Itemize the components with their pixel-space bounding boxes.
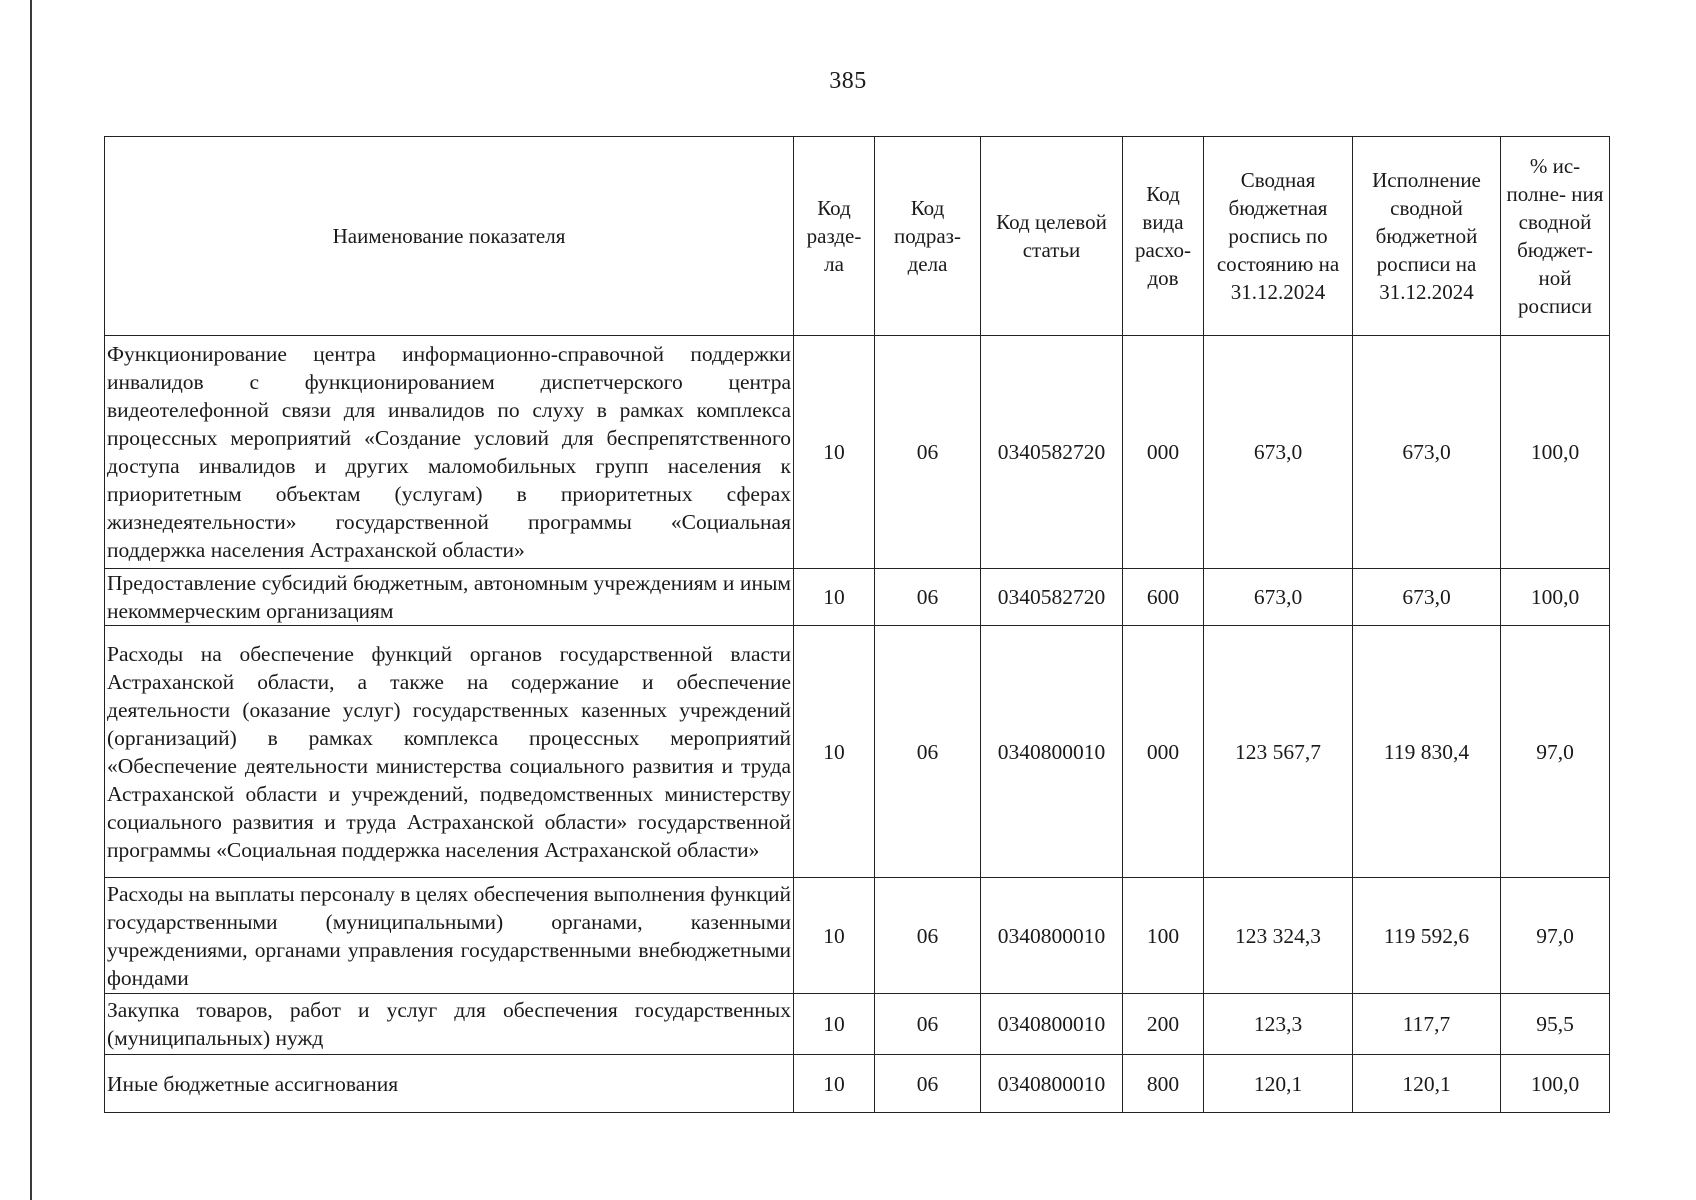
row-section-code: 10 xyxy=(794,336,875,569)
row-target-article-code: 0340800010 xyxy=(981,878,1123,994)
row-budget-plan: 123,3 xyxy=(1204,994,1353,1055)
header-section-code: Код разде- ла xyxy=(794,137,875,336)
row-expense-type-code: 100 xyxy=(1123,878,1204,994)
row-execution-percent: 100,0 xyxy=(1501,1055,1610,1113)
row-section-code: 10 xyxy=(794,1055,875,1113)
row-subsection-code: 06 xyxy=(875,1055,981,1113)
row-execution-percent: 100,0 xyxy=(1501,569,1610,626)
row-budget-plan: 673,0 xyxy=(1204,336,1353,569)
table-header-row xyxy=(105,137,1610,336)
row-section-code: 10 xyxy=(794,626,875,878)
table-row xyxy=(105,878,1610,994)
row-name: Расходы на обеспечение функций органов государственной власти Астраханской области, а также на содержание и обеспечение деятельности (оказание услуг) государственных казенных учреждений (организаций) в рамках комплекса процессных мероприятий «Обеспечение деятельности министерства социального развития и труда Астраханской области и учреждений, подведомственных министерству социального развития и труда Астраханской области» государственной программы «Социальная поддержка населения Астраханской области» xyxy=(105,626,794,878)
row-budget-execution: 119 830,4 xyxy=(1353,626,1501,878)
header-budget-execution: Исполнение сводной бюджетной росписи на 31.12.2024 xyxy=(1353,137,1501,336)
table-row xyxy=(105,569,1610,626)
row-budget-execution: 673,0 xyxy=(1353,336,1501,569)
row-subsection-code: 06 xyxy=(875,878,981,994)
row-target-article-code: 0340800010 xyxy=(981,626,1123,878)
header-subsection-code: Код подраз- дела xyxy=(875,137,981,336)
row-section-code: 10 xyxy=(794,994,875,1055)
row-name: Функционирование центра информационно-справочной поддержки инвалидов с функционированием диспетчерского центра видеотелефонной связи для инвалидов по слуху в рамках комплекса процессных мероприятий «Создание условий для беспрепятственного доступа инвалидов и других маломобильных групп населения к приоритетным объектам (услугам) в приоритетных сферах жизнедеятельности» государственной программы «Социальная поддержка населения Астраханской области» xyxy=(105,336,794,569)
row-name: Предоставление субсидий бюджетным, автономным учреждениям и иным некоммерческим организациям xyxy=(105,569,794,626)
binding-edge-line xyxy=(30,0,32,1200)
header-name: Наименование показателя xyxy=(105,137,794,336)
table-row xyxy=(105,626,1610,878)
row-execution-percent: 97,0 xyxy=(1501,626,1610,878)
row-subsection-code: 06 xyxy=(875,336,981,569)
row-name: Закупка товаров, работ и услуг для обеспечения государственных (муниципальных) нужд xyxy=(105,994,794,1055)
header-execution-percent: % ис- полне- ния сводной бюджет- ной росписи xyxy=(1501,137,1610,336)
row-expense-type-code: 200 xyxy=(1123,994,1204,1055)
row-budget-plan: 123 324,3 xyxy=(1204,878,1353,994)
page-number: 385 xyxy=(829,68,867,94)
row-execution-percent: 95,5 xyxy=(1501,994,1610,1055)
row-subsection-code: 06 xyxy=(875,626,981,878)
row-execution-percent: 100,0 xyxy=(1501,336,1610,569)
row-target-article-code: 0340800010 xyxy=(981,1055,1123,1113)
table-row xyxy=(105,994,1610,1055)
row-subsection-code: 06 xyxy=(875,569,981,626)
header-budget-plan: Сводная бюджетная роспись по состоянию на 31.12.2024 xyxy=(1204,137,1353,336)
row-section-code: 10 xyxy=(794,569,875,626)
row-section-code: 10 xyxy=(794,878,875,994)
table-row xyxy=(105,1055,1610,1113)
row-target-article-code: 0340582720 xyxy=(981,336,1123,569)
row-subsection-code: 06 xyxy=(875,994,981,1055)
row-execution-percent: 97,0 xyxy=(1501,878,1610,994)
row-budget-plan: 123 567,7 xyxy=(1204,626,1353,878)
header-target-article-code: Код целевой статьи xyxy=(981,137,1123,336)
row-budget-execution: 120,1 xyxy=(1353,1055,1501,1113)
header-expense-type-code: Код вида расхо- дов xyxy=(1123,137,1204,336)
row-budget-execution: 673,0 xyxy=(1353,569,1501,626)
row-expense-type-code: 600 xyxy=(1123,569,1204,626)
row-expense-type-code: 000 xyxy=(1123,336,1204,569)
row-budget-plan: 120,1 xyxy=(1204,1055,1353,1113)
row-name: Иные бюджетные ассигнования xyxy=(105,1055,794,1113)
row-expense-type-code: 800 xyxy=(1123,1055,1204,1113)
row-name: Расходы на выплаты персоналу в целях обеспечения выполнения функций государственными (муниципальными) органами, казенными учреждениями, органами управления государственными внебюджетными фондами xyxy=(105,878,794,994)
row-budget-execution: 119 592,6 xyxy=(1353,878,1501,994)
budget-execution-table xyxy=(104,136,1610,1113)
row-target-article-code: 0340800010 xyxy=(981,994,1123,1055)
row-target-article-code: 0340582720 xyxy=(981,569,1123,626)
table-row xyxy=(105,336,1610,569)
row-expense-type-code: 000 xyxy=(1123,626,1204,878)
row-budget-execution: 117,7 xyxy=(1353,994,1501,1055)
row-budget-plan: 673,0 xyxy=(1204,569,1353,626)
